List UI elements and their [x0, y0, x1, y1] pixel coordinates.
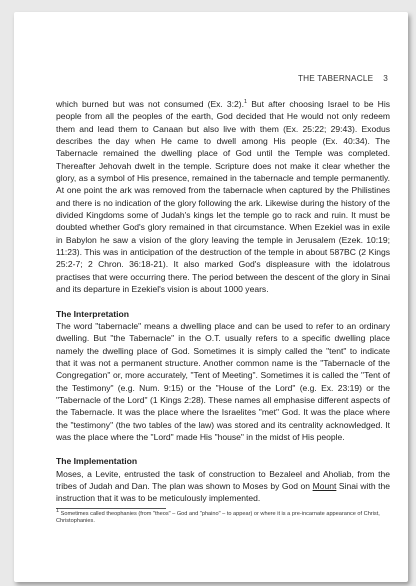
book-page	[14, 12, 408, 582]
paragraph-intro	[56, 98, 390, 296]
page-number: 3	[383, 74, 388, 83]
footnote	[56, 507, 390, 525]
implementation-text-before: Moses, a Levite, entrusted the task of construction to Bezaleel and Aholiab, from the tribes of Judah and Dan. The plan was shown to Moses by God on	[56, 468, 390, 491]
paragraph-implementation	[56, 468, 390, 505]
footnote-number: 1	[56, 507, 60, 514]
footnote-reference[interactable]: 1	[244, 99, 248, 106]
footnote-text: Sometimes called theophanies (from "theos" – God and "phaino" – to appear) or where it is a pre-incarnate appearance of Christ, Christophanies.	[56, 510, 380, 524]
paragraph-intro-part1: which burned but was not consumed (Ex. 3:2).	[56, 99, 245, 109]
page-body	[56, 98, 390, 525]
implementation-text-after: Sinai with the instruction that it was to be meticulously implemented.	[56, 480, 390, 504]
section-heading-implementation: The Implementation	[56, 456, 138, 467]
section-heading-interpretation: The Interpretation	[56, 308, 130, 319]
implementation-underlined-word: Mount	[312, 480, 337, 491]
running-header	[298, 74, 388, 83]
paragraph-interpretation: The word "tabernacle" means a dwelling place and can be used to refer to an ordinary dwelling. But "the Tabernacle" in the O.T. usually refers to a specific dwelling place namely the dwelling place of God. Sometimes it is simply called the "tent" to indicate that it was not a permanent structure. Another common name is the "Tabernacle of the Congregation" or, more accurately, "Tent of Meeting". Sometimes it is called the "Tent of the Testimony" (e.g. Num. 9:15) or the "House of the Lord" (e.g. Ex. 23:19) or the "Tabernacle of the Lord" (1 Kings 2:28). These names all emphasise different aspects of the Tabernacle. It was the place where the Israelites "met" God. It was the place where the "testimony" (the two tables of the law) was stored and its centrality acknowledged. It was the place where the "Lord" made His "house" in the midst of His people.	[56, 320, 390, 442]
footnote-divider	[56, 508, 166, 509]
running-title: THE TABERNACLE	[297, 74, 374, 83]
paragraph-intro-part2: But after choosing Israel to be His people from all the peoples of the earth, God decided that He would not only redeem them and lead them to Canaan but also live with them (Ex. 25:22; 29:43). Exodus describes the day when He came to dwell among His people (Ex. 40:34). The Tabernacle remained the dwelling place of God until the Temple was completed. Thereafter Jehovah dwelt in the temple. Scripture does not make it clear whether the glory, as a symbol of His presence, remained in the tabernacle and temple permanently. At one point the ark was removed from the tabernacle when captured by the Philistines and there is no indication of the glory following the ark. Likewise during the history of the divided Kingdoms some of Judah's kings let the temple go to rack and ruin. It must be doubted whether God's glory remained in that circumstance. When Ezekiel was in exile in Babylon he saw a vision of the glory leaving the temple in Jerusalem (Ezek. 10:19; 11:23). This was in anticipation of the destruction of the temple in about 587BC (2 Kings 25:2-7; 2 Chron. 36:18-21). It also marked God's displeasure with the idolatrous practises that were occurring there. The period between the descent of the glory in Sinai and its departure in Ezekiel's vision is about 1000 years.	[56, 99, 390, 295]
